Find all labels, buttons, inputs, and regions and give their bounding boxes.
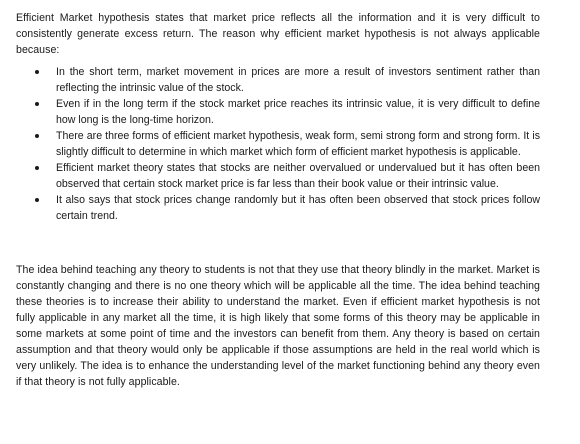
conclusion-paragraph: The idea behind teaching any theory to students is not that they use that theory blindly in the market. Market is constantly changing and there is no one theory which will be applicable all the time. The idea behind teaching these theories is to increase their ability to understand the market. Even if efficient market hypothesis is not fully applicable in any market all the time, it is high likely that some forms of this theory may be applicable in some markets at some point of time and the investors can benefit from them. Any theory is based on certain assumption and that theory would only be applicable if those assumptions are held in the real world which is very unlikely. The idea is to enhance the understanding level of the market functioning behind any theory even if that theory is not fully applicable. (16, 264, 540, 388)
bullet-item-1 (16, 64, 540, 96)
reasons-bullet-list (16, 64, 540, 224)
bullet-dot-icon (35, 166, 39, 170)
bullet-item-2 (16, 96, 540, 128)
bullet-item-3 (16, 128, 540, 160)
bullet-text: Even if in the long term if the stock market price reaches its intrinsic value, it is very difficult to define how long is the long-time horizon. (56, 98, 540, 126)
bullet-text: In the short term, market movement in prices are more a result of investors sentiment rather than reflecting the intrinsic value of the stock. (56, 66, 540, 94)
bullet-item-4 (16, 160, 540, 192)
bullet-dot-icon (35, 198, 39, 202)
document-page (16, 10, 540, 390)
bullet-dot-icon (35, 102, 39, 106)
bullet-item-5 (16, 192, 540, 224)
bullet-dot-icon (35, 134, 39, 138)
bullet-dot-icon (35, 70, 39, 74)
intro-paragraph: Efficient Market hypothesis states that market price reflects all the information and it is very difficult to consistently generate excess return. The reason why efficient market hypothesis is not always applicable because: (16, 12, 540, 56)
bullet-text: It also says that stock prices change randomly but it has often been observed that stock prices follow certain trend. (56, 194, 540, 222)
bullet-text: Efficient market theory states that stocks are neither overvalued or undervalued but it has often been observed that certain stock market price is far less than their book value or their intrinsic value. (56, 162, 540, 190)
bullet-text: There are three forms of efficient market hypothesis, weak form, semi strong form and strong form. It is slightly difficult to determine in which market which form of efficient market hypothesis is applicable. (56, 130, 540, 158)
